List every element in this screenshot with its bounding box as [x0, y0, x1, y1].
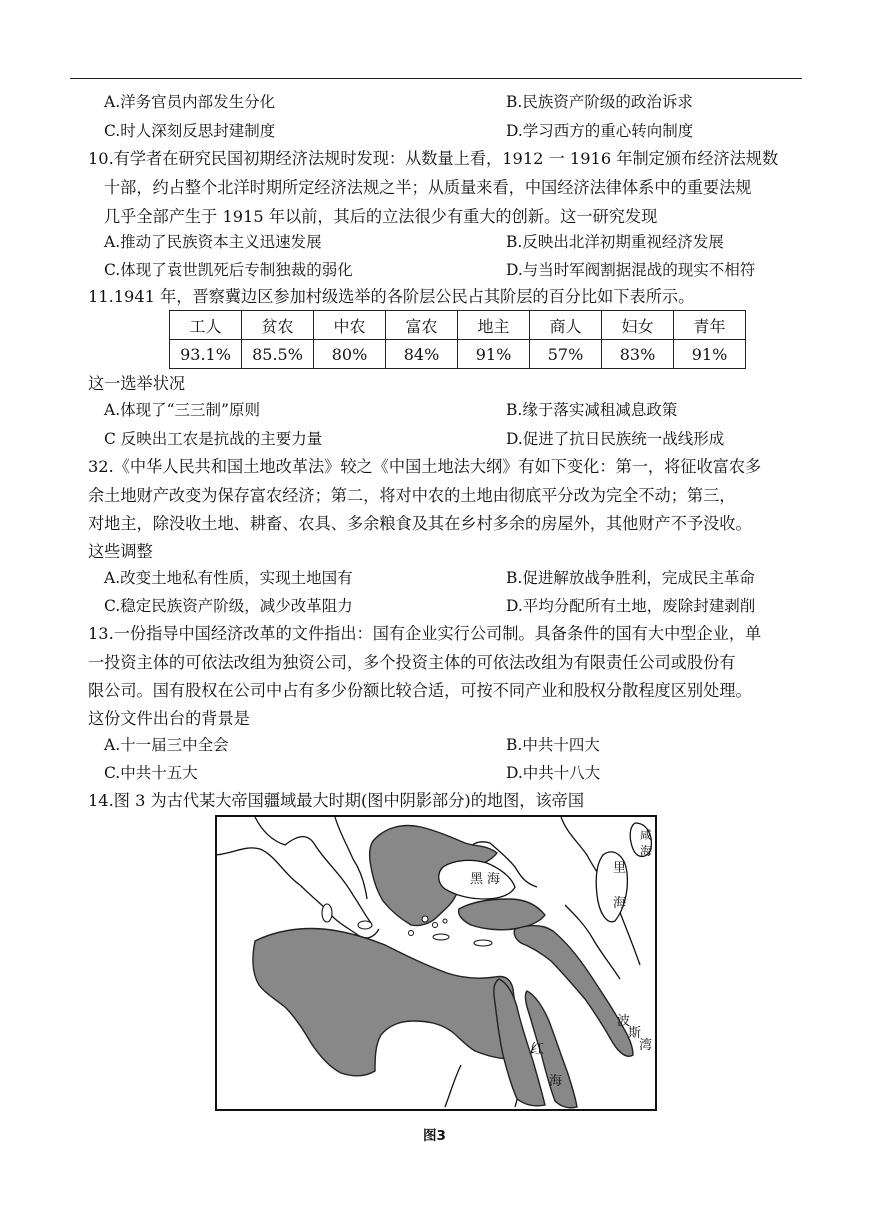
table-header-cell: 富农 — [386, 311, 458, 340]
table-header-cell: 贫农 — [242, 311, 314, 340]
table-header-cell: 妇女 — [602, 311, 674, 340]
q10-option-c[interactable]: C.体现了袁世凯死后专制独裁的弱化 — [104, 261, 353, 279]
q11-option-c[interactable]: C 反映出工农是抗战的主要力量 — [104, 430, 323, 448]
map-label: 湾 — [639, 1038, 653, 1053]
map-label: 海 — [640, 844, 653, 858]
map-label: 斯 — [628, 1026, 642, 1041]
map-label: 海 — [549, 1074, 563, 1089]
q13-stem-line-2: 一投资主体的可依法改组为独资公司，多个投资主体的可依法改组为有限责任公司或股份有 — [88, 653, 736, 672]
q9-option-c[interactable]: C.时人深刻反思封建制度 — [104, 122, 276, 140]
map-label: 海 — [487, 872, 501, 887]
q13-stem-line-4: 这份文件出台的背景是 — [88, 709, 250, 728]
q13-stem-line-1: 13.一份指导中国经济改革的文件指出：国有企业实行公司制。具备条件的国有大中型企业，单 — [88, 624, 762, 643]
q13-option-d[interactable]: D.中共十八大 — [506, 764, 601, 782]
election-table — [169, 310, 746, 369]
q13-option-a[interactable]: A.十一届三中全会 — [104, 736, 229, 754]
table-header-cell: 地主 — [458, 311, 530, 340]
map-label: 里 — [613, 861, 627, 876]
map-label: 海 — [613, 896, 627, 911]
q11-stem-line-2: 这一选举状况 — [88, 374, 186, 393]
table-cell: 83% — [602, 340, 674, 369]
q10-option-d[interactable]: D.与当时军阀割据混战的现实不相符 — [506, 261, 756, 279]
table-cell: 93.1% — [170, 340, 242, 369]
q12-option-d[interactable]: D.平均分配所有土地，废除封建剥削 — [506, 597, 756, 615]
table-cell: 84% — [386, 340, 458, 369]
q12-stem-line-1: 32.《中华人民共和国土地改革法》较之《中国土地法大纲》有如下变化：第一，将征收富农多 — [88, 457, 762, 476]
q12-stem-line-4: 这些调整 — [88, 542, 153, 561]
q12-option-a[interactable]: A.改变土地私有性质，实现土地国有 — [104, 569, 353, 587]
q9-option-a[interactable]: A.洋务官员内部发生分化 — [104, 93, 276, 111]
figure-caption: 图3 — [423, 1128, 446, 1144]
table-cell: 80% — [314, 340, 386, 369]
q10-stem-line-2: 十部，约占整个北洋时期所定经济法规之半；从质量来看，中国经济法律体系中的重要法规 — [104, 178, 752, 197]
table-cell: 57% — [530, 340, 602, 369]
q13-stem-line-3: 限公司。国有股权在公司中占有多少份额比较合适，可按不同产业和股权分散程度区别处理。 — [88, 681, 752, 700]
table-header-cell: 青年 — [674, 311, 746, 340]
map-label: 波 — [617, 1014, 631, 1029]
q13-option-b[interactable]: B.中共十四大 — [506, 736, 600, 754]
q13-option-c[interactable]: C.中共十五大 — [104, 764, 198, 782]
table-header-row — [170, 311, 746, 340]
q10-option-b[interactable]: B.反映出北洋初期重视经济发展 — [506, 233, 724, 251]
table-cell: 85.5% — [242, 340, 314, 369]
table-header-cell: 商人 — [530, 311, 602, 340]
table-header-cell: 中农 — [314, 311, 386, 340]
table-cell: 91% — [674, 340, 746, 369]
top-rule — [70, 78, 802, 79]
map-label: 咸 — [640, 828, 653, 842]
q12-option-b[interactable]: B.促进解放战争胜利，完成民主革命 — [506, 569, 755, 587]
q9-option-d[interactable]: D.学习西方的重心转向制度 — [506, 122, 694, 140]
q11-stem-line-1: 11.1941 年，晋察冀边区参加村级选举的各阶层公民占其阶层的百分比如下表所示。 — [88, 287, 695, 306]
map-label: 红 — [531, 1042, 545, 1057]
table-row — [170, 340, 746, 369]
q12-stem-line-2: 余土地财产改变为保存富农经济；第二，将对中农的土地由彻底平分改为完全不动；第三， — [88, 486, 736, 505]
q10-stem-line-3: 几乎全部产生于 1915 年以前，其后的立法很少有重大的创新。这一研究发现 — [104, 207, 658, 226]
q11-option-b[interactable]: B.缘于落实减租减息政策 — [506, 401, 678, 419]
q10-stem-line-1: 10.有学者在研究民国初期经济法规时发现：从数量上看，1912 一 1916 年制定颁布经济法规数 — [88, 149, 779, 168]
empire-map — [215, 815, 657, 1111]
q10-option-a[interactable]: A.推动了民族资本主义迅速发展 — [104, 233, 322, 251]
q12-option-c[interactable]: C.稳定民族资产阶级，减少改革阻力 — [104, 597, 353, 615]
q11-option-d[interactable]: D.促进了抗日民族统一战线形成 — [506, 430, 725, 448]
map-label: 黑 — [470, 872, 484, 887]
table-header-cell: 工人 — [170, 311, 242, 340]
q14-stem-line-1: 14.图 3 为古代某大帝国疆域最大时期(图中阴影部分)的地图，该帝国 — [88, 791, 585, 810]
q12-stem-line-3: 对地主，除没收土地、耕畜、农具、多余粮食及其在乡村多余的房屋外，其他财产不予没收。 — [88, 514, 752, 533]
table-cell: 91% — [458, 340, 530, 369]
q9-option-b[interactable]: B.民族资产阶级的政治诉求 — [506, 93, 693, 111]
q11-option-a[interactable]: A.体现了“三三制”原则 — [104, 401, 260, 419]
